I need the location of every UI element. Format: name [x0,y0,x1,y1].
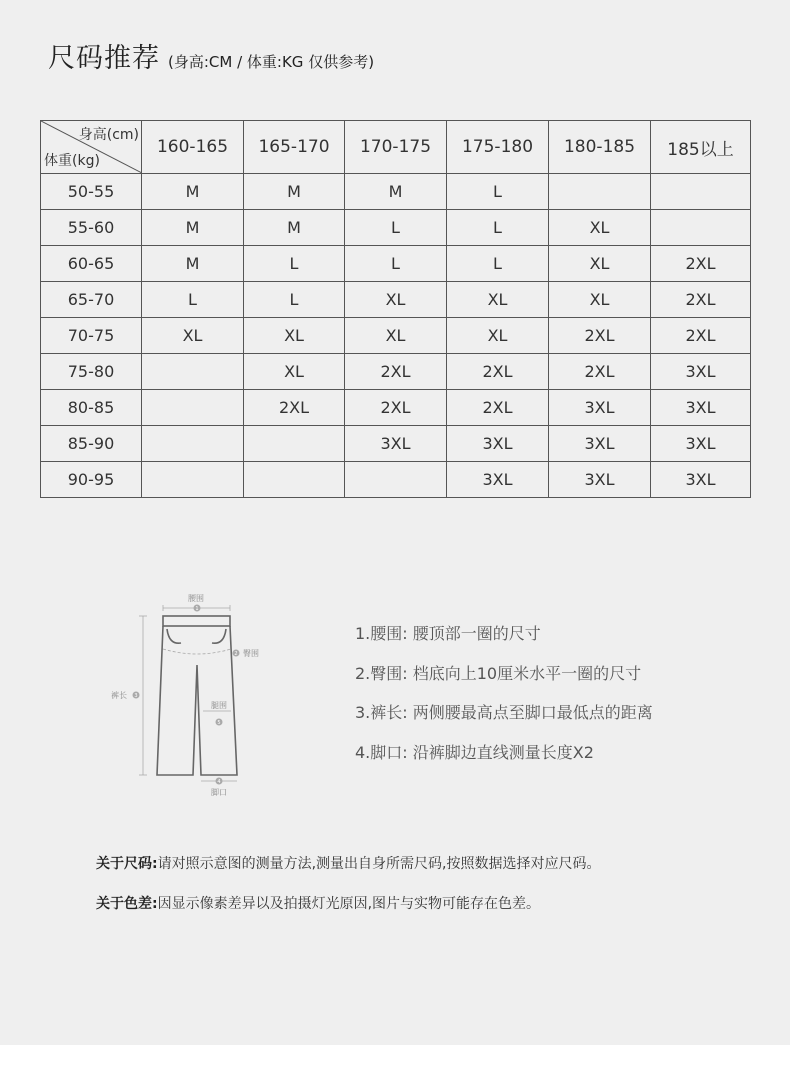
table-header-row [41,121,751,174]
size-cell: M [142,210,244,246]
pants-diagram [105,585,275,805]
table-row [41,174,751,210]
size-cell: XL [549,282,651,318]
size-cell: M [142,174,244,210]
header-cell: 165-170 [244,121,345,174]
weight-axis-label: 体重(kg) [44,153,100,169]
diagram-thigh-label: 腿围 [211,701,227,710]
size-cell: M [244,210,345,246]
table-row [41,426,751,462]
size-cell: M [142,246,244,282]
diagram-waist-label: 腰围 [188,594,204,603]
size-cell: 3XL [651,426,751,462]
legend-item-hip: 2.臀围: 档底向上10厘米水平一圈的尺寸 [355,663,642,683]
weight-cell: 65-70 [41,282,142,318]
legend-item-length: 3.裤长: 两侧腰最高点至脚口最低点的距离 [355,703,653,722]
size-cell: 2XL [651,246,751,282]
size-cell: XL [345,282,447,318]
weight-cell: 50-55 [41,174,142,210]
size-cell [549,174,651,210]
size-cell: M [345,174,447,210]
weight-cell: 60-65 [41,246,142,282]
marker-num-5: 5 [217,720,221,726]
size-cell: XL [244,318,345,354]
size-cell: L [345,246,447,282]
header-cell: 170-175 [345,121,447,174]
note-size-text: 请对照示意图的测量方法,测量出自身所需尺码,按照数据选择对应尺码。 [157,856,601,872]
note-size [96,853,601,875]
header-cell: 185以上 [651,121,751,174]
weight-cell: 75-80 [41,354,142,390]
title-row [48,36,374,75]
note-color [96,893,601,915]
size-cell: L [447,210,549,246]
marker-num-2: 2 [234,651,238,657]
weight-cell: 70-75 [41,318,142,354]
note-color-text: 因显示像素差异以及拍摄灯光原因,图片与实物可能存在色差。 [157,896,541,912]
table-corner-cell [41,121,142,174]
marker-num-4: 4 [217,779,221,785]
size-cell: 3XL [651,462,751,498]
diagram-length-label: 裤长 [111,691,127,700]
header-cell: 180-185 [549,121,651,174]
size-cell: 2XL [651,318,751,354]
size-cell: L [142,282,244,318]
table-row [41,282,751,318]
size-cell: 3XL [651,354,751,390]
table-row [41,210,751,246]
size-cell: L [447,174,549,210]
table-row [41,390,751,426]
weight-cell: 90-95 [41,462,142,498]
weight-cell: 85-90 [41,426,142,462]
size-cell: M [244,174,345,210]
size-cell [345,462,447,498]
size-cell: XL [447,282,549,318]
size-cell [142,462,244,498]
pants-outline [105,585,275,805]
size-cell: XL [549,246,651,282]
legend-item-hem: 4.脚口: 沿裤脚边直线测量长度X2 [355,742,594,762]
header-cell: 175-180 [447,121,549,174]
height-axis-label: 身高(cm) [78,127,139,143]
size-cell: XL [345,318,447,354]
notes-section [96,853,601,933]
table-row [41,462,751,498]
measurement-legend [355,622,653,780]
size-cell: XL [447,318,549,354]
note-size-key: 关于尺码: [96,856,158,872]
size-cell: L [345,210,447,246]
size-cell: L [244,246,345,282]
marker-num-1: 1 [195,606,199,612]
size-cell: 2XL [651,282,751,318]
size-cell: 2XL [447,390,549,426]
table-row [41,246,751,282]
size-cell [142,426,244,462]
size-cell: L [447,246,549,282]
page-title: 尺码推荐 [48,43,160,74]
size-cell: 2XL [345,354,447,390]
marker-num-3: 3 [134,693,138,699]
page-subtitle: (身高:CM / 体重:KG 仅供参考) [168,53,375,71]
size-cell: 2XL [345,390,447,426]
size-cell [244,426,345,462]
size-cell: 3XL [447,462,549,498]
size-cell: XL [244,354,345,390]
weight-cell: 80-85 [41,390,142,426]
size-cell: 3XL [345,426,447,462]
size-cell: 3XL [651,390,751,426]
size-cell: 3XL [549,390,651,426]
table-row [41,318,751,354]
size-cell: 3XL [549,462,651,498]
size-cell: 2XL [549,318,651,354]
size-cell: 3XL [447,426,549,462]
note-color-key: 关于色差: [96,896,158,912]
weight-cell: 55-60 [41,210,142,246]
size-cell: L [244,282,345,318]
size-cell [651,210,751,246]
size-cell: XL [549,210,651,246]
size-cell [651,174,751,210]
legend-item-waist: 1.腰围: 腰顶部一圈的尺寸 [355,624,541,643]
diagram-hip-label: 臀围 [243,649,259,658]
size-cell: 2XL [244,390,345,426]
size-cell: XL [142,318,244,354]
size-cell: 2XL [549,354,651,390]
size-cell [244,462,345,498]
size-cell [142,390,244,426]
size-cell [142,354,244,390]
size-table [40,120,751,498]
size-cell: 3XL [549,426,651,462]
header-cell: 160-165 [142,121,244,174]
table-row [41,354,751,390]
size-cell: 2XL [447,354,549,390]
diagram-hem-label: 脚口 [211,788,227,797]
